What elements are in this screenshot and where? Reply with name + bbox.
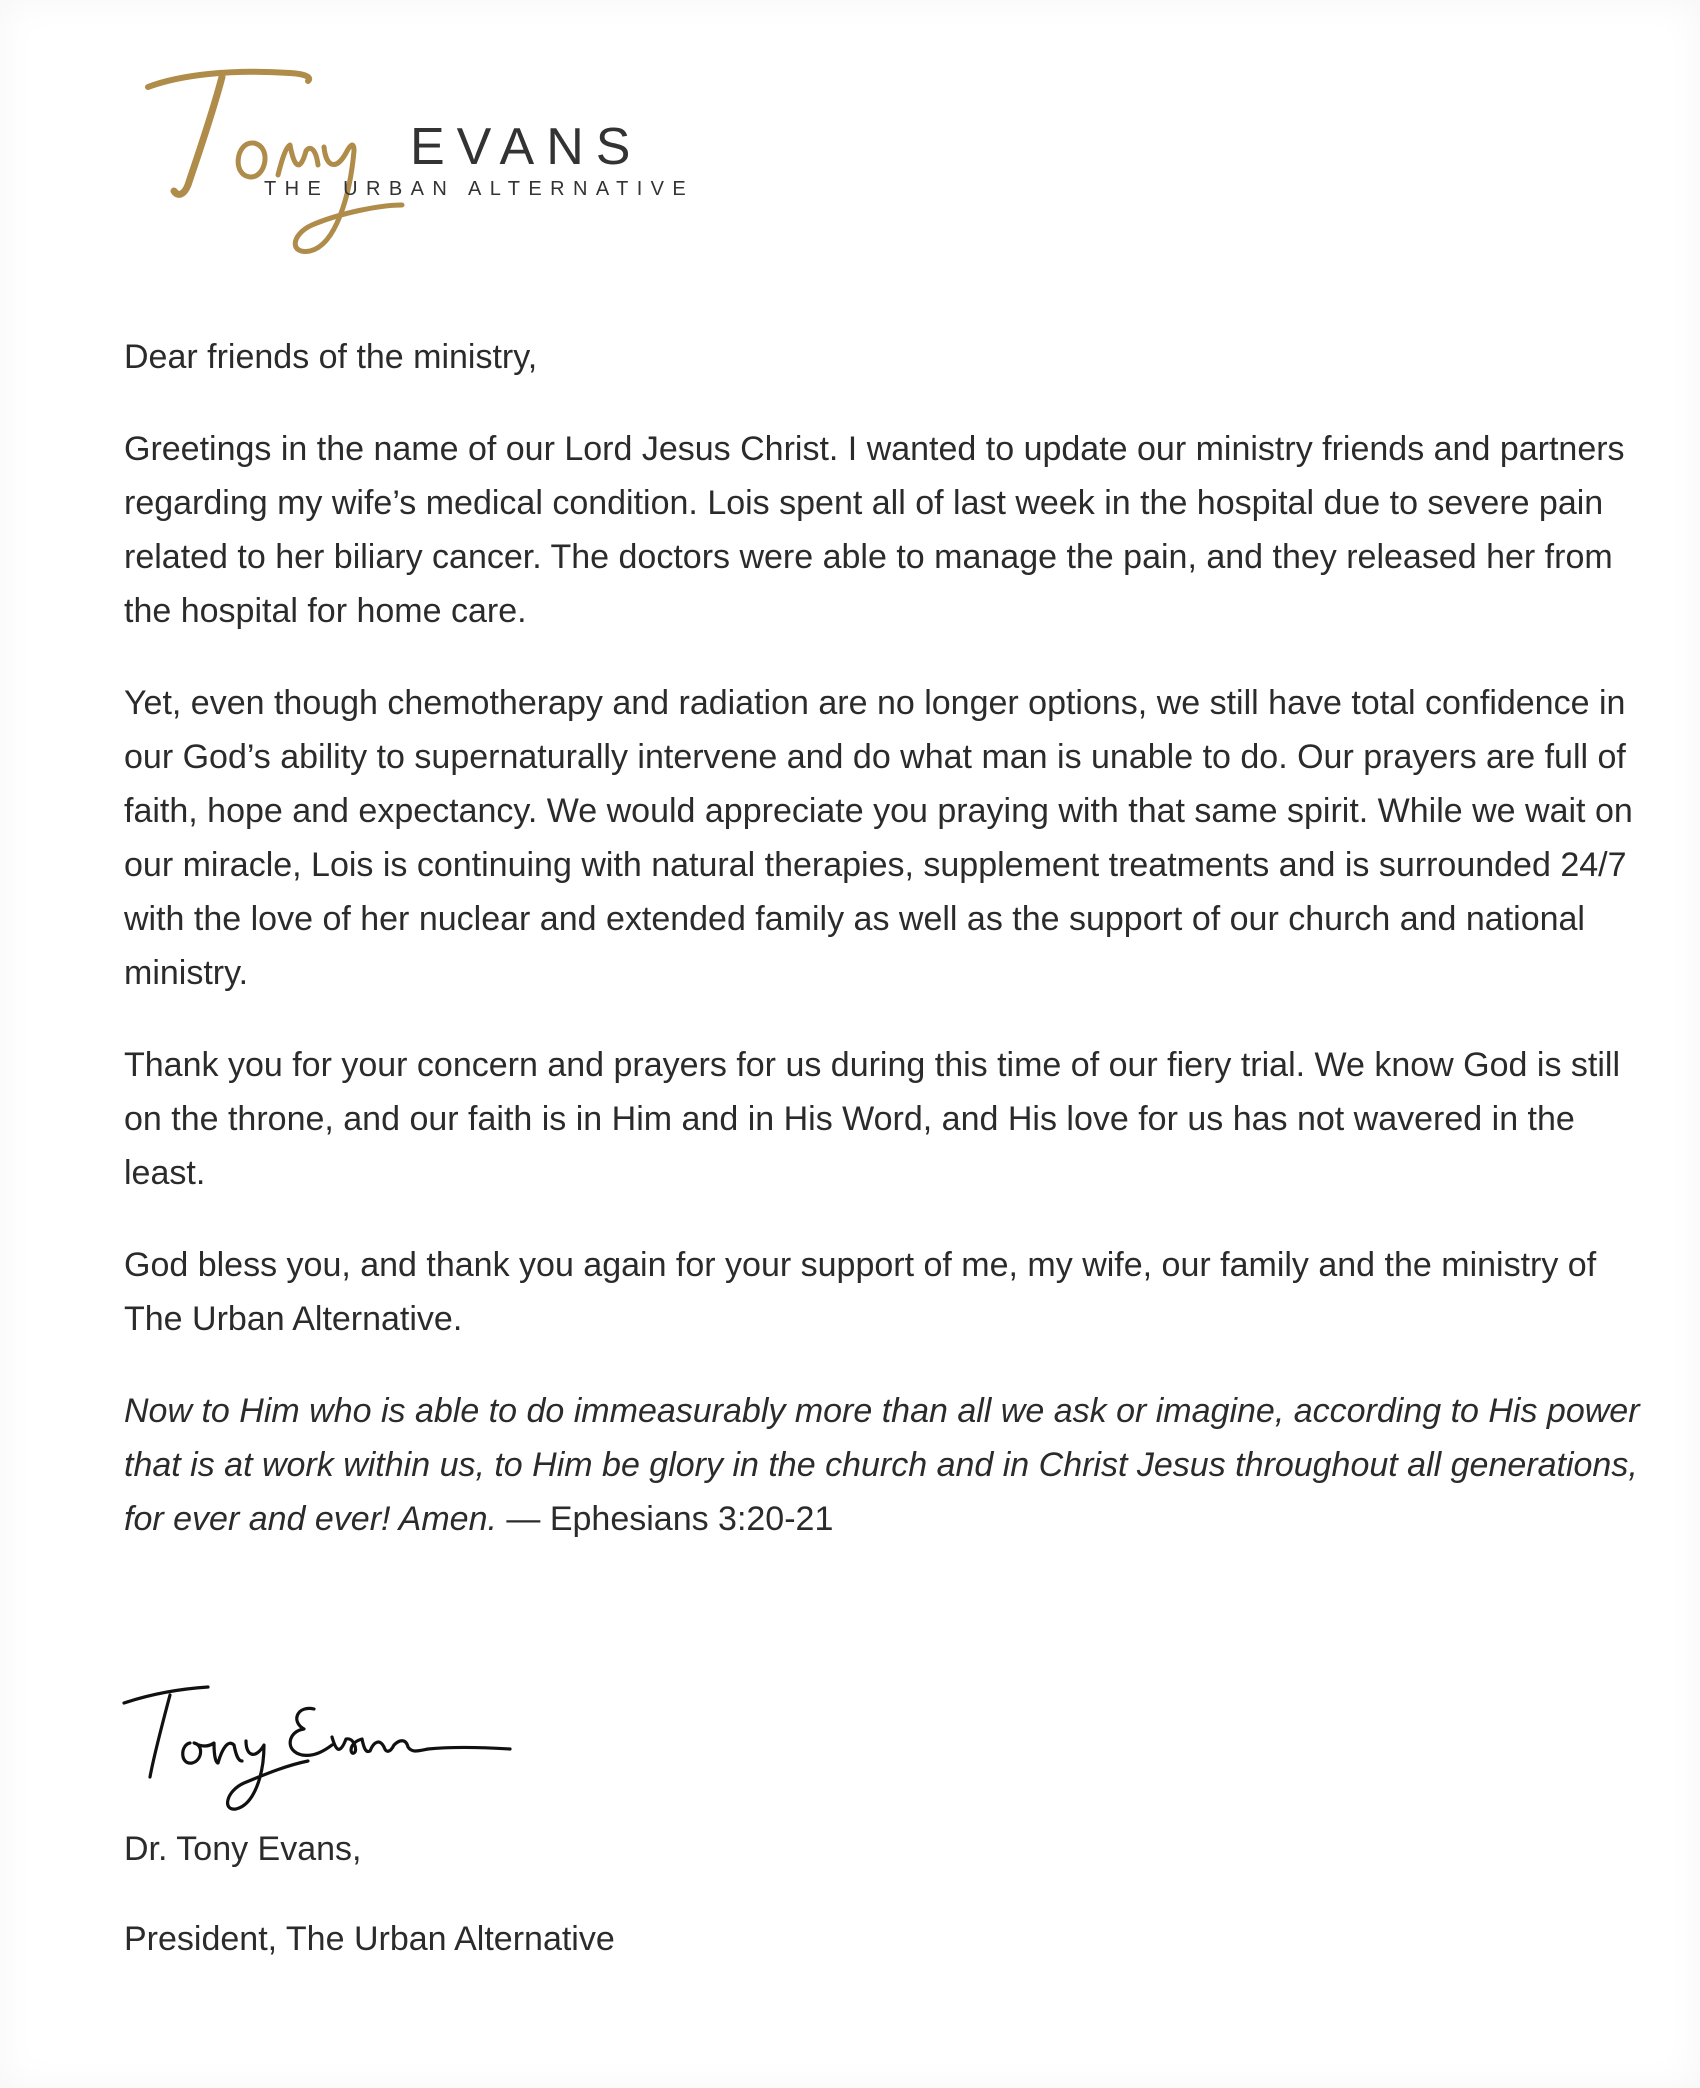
closing-title: President, The Urban Alternative	[124, 1920, 615, 1958]
paragraph-update: Greetings in the name of our Lord Jesus Christ. I wanted to update our ministry friends and partners regarding my wife’s medical condition. Lois spent all of last week in the hospital due to severe pain related to her biliary cancer. The doctors were able to manage the pain, and they released her from the hospital for home care.	[124, 430, 1625, 630]
paragraph-blessing: God bless you, and thank you again for your support of me, my wife, our family and the ministry of The Urban Alternative.	[124, 1246, 1597, 1338]
closing-name: Dr. Tony Evans,	[124, 1830, 362, 1868]
paragraph-thanks: Thank you for your concern and prayers for us during this time of our fiery trial. We know God is still on the throne, and our faith is in Him and in His Word, and His love for us has not wavered in the least.	[124, 1046, 1620, 1192]
letter-body	[124, 330, 1644, 1584]
logo-tagline: THE URBAN ALTERNATIVE	[264, 178, 695, 200]
logo-evans-text: EVANS	[410, 118, 643, 176]
handwritten-signature	[118, 1665, 538, 1815]
verse-text: Now to Him who is able to do immeasurably more than all we ask or imagine, according to His power that is at work within us, to Him be glory in the church and in Christ Jesus throughout all generations, for ever and ever! Amen.	[124, 1392, 1640, 1538]
scripture-quote	[124, 1384, 1644, 1546]
paragraph-faith: Yet, even though chemotherapy and radiation are no longer options, we still have total confidence in our God’s ability to supernaturally intervene and do what man is unable to do. Our prayers are full of faith, hope and expectancy. We would appreciate you praying with that same spirit. While we wait on our miracle, Lois is continuing with natural therapies, supplement treatments and is surrounded 24/7 with the love of her nuclear and extended family as well as the support of our church and national ministry.	[124, 684, 1633, 992]
salutation: Dear friends of the ministry,	[124, 338, 538, 376]
letterhead-logo	[140, 55, 740, 255]
verse-reference: — Ephesians 3:20-21	[506, 1500, 834, 1538]
